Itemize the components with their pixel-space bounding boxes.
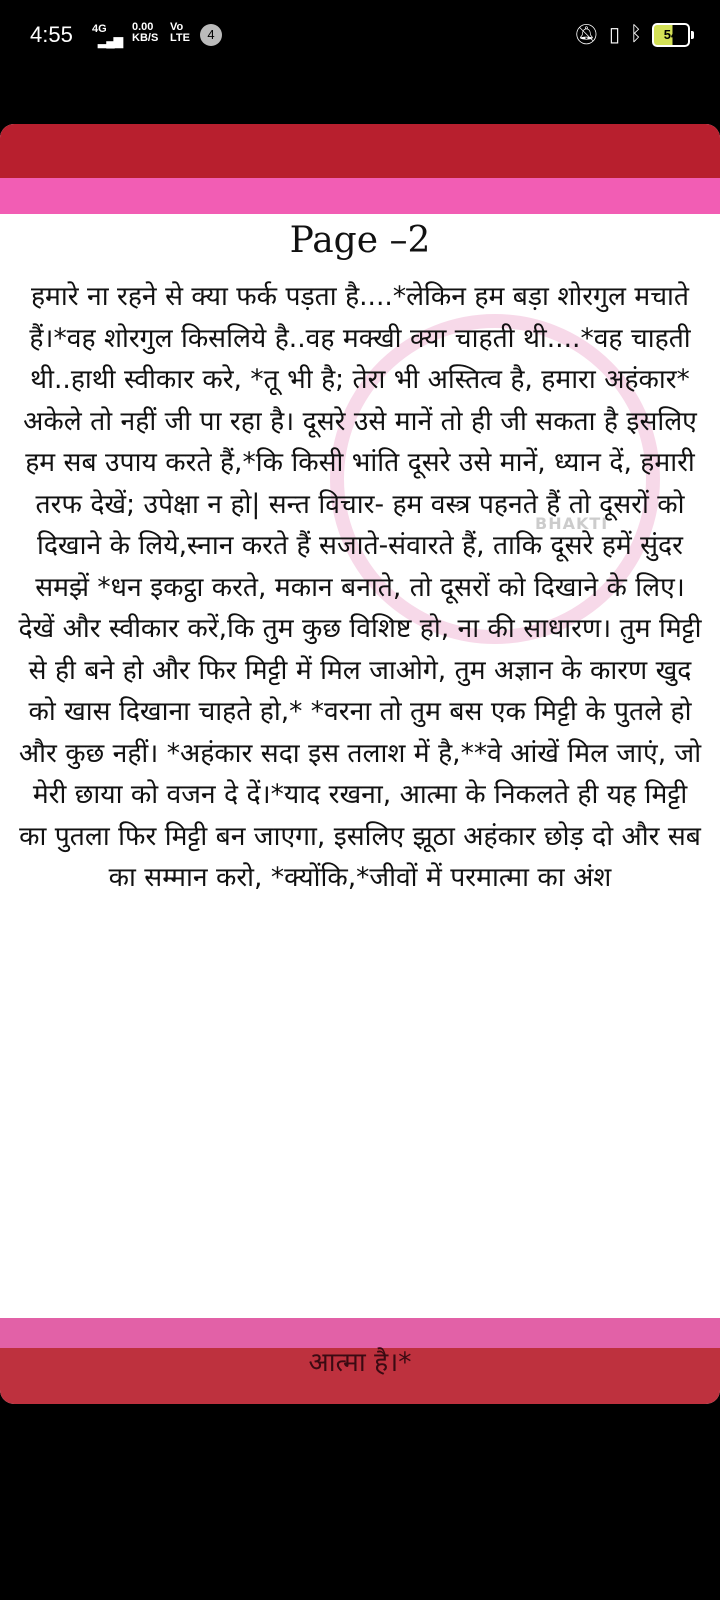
- notification-count-badge: 4: [200, 24, 222, 46]
- body-text-last-line: आत्मा है।*: [308, 1347, 412, 1378]
- watermark-text: BHAKTI: [535, 514, 609, 533]
- data-speed-value: 0.00: [132, 21, 154, 33]
- volte-indicator: [170, 22, 190, 44]
- status-bar: [0, 0, 720, 72]
- mute-icon: 🔕︎: [573, 24, 599, 46]
- network-type-label: 4G: [92, 23, 107, 35]
- top-red-band: [0, 124, 720, 178]
- bluetooth-icon: ᛒ: [630, 23, 642, 45]
- volte-bottom: LTE: [170, 32, 190, 44]
- battery-icon: 54: [652, 23, 690, 47]
- vibrate-icon: ▯: [608, 24, 620, 46]
- body-text: हमारे ना रहने से क्या फर्क पड़ता है....*लेकिन हम बड़ा शोरगुल मचाते हैं।*वह शोरगुल किसलिये है..वह मक्खी क्या चाहती थी....*वह चाहती थी..हाथी स्वीकार करे, *तू भी है; तेरा भी अस्तित्व है, हमारा अहंकार* अकेले तो नहीं जी पा रहा है। दूसरे उसे मानें तो ही जी सकता है इसलिए हम सब उपाय करते हैं,*कि किसी भांति दूसरे उसे मानें, ध्यान दें, हमारी तरफ देखें; उपेक्षा न हो| सन्त विचार- हम वस्त्र पहनते हैं तो दूसरों को दिखाने के लिये,स्नान करते हैं सजाते-संवारते हैं, ताकि दूसरे हमें सुंदर समझें *धन इकट्ठा करते, मकान बनाते, तो दूसरों को दिखाने के लिए। देखें और स्वीकार करें,कि तुम कुछ विशिष्ट हो, ना की साधारण। तुम मिट्टी से ही बने हो और फिर मिट्टी में मिल जाओगे, तुम अज्ञान के कारण खुद को खास दिखाना चाहते हो,* *वरना तो तुम बस एक मिट्टी के पुतले हो और कुछ नहीं। *अहंकार सदा इस तलाश में है,**वे आंखें मिल जाएं, जो मेरी छाया को वजन दे दें।*याद रखना, आत्मा के निकलते ही यह मिट्टी का पुतला फिर मिट्टी बन जाएगा, इसलिए झूठा अहंकार छोड़ दो और सब का सम्मान करो, *क्योंकि,*जीवों में परमात्मा का अंश: [18, 281, 702, 893]
- post-image-card: [0, 124, 720, 1404]
- top-pink-band: [0, 178, 720, 214]
- page-title: Page –2: [289, 220, 431, 261]
- data-speed: [132, 22, 158, 44]
- clock: 4:55: [30, 22, 73, 47]
- signal-bars-icon: ▂▄▆: [98, 34, 122, 48]
- volte-top: Vo: [170, 21, 184, 33]
- status-icons-right: [574, 22, 690, 47]
- data-speed-unit: KB/S: [132, 32, 159, 44]
